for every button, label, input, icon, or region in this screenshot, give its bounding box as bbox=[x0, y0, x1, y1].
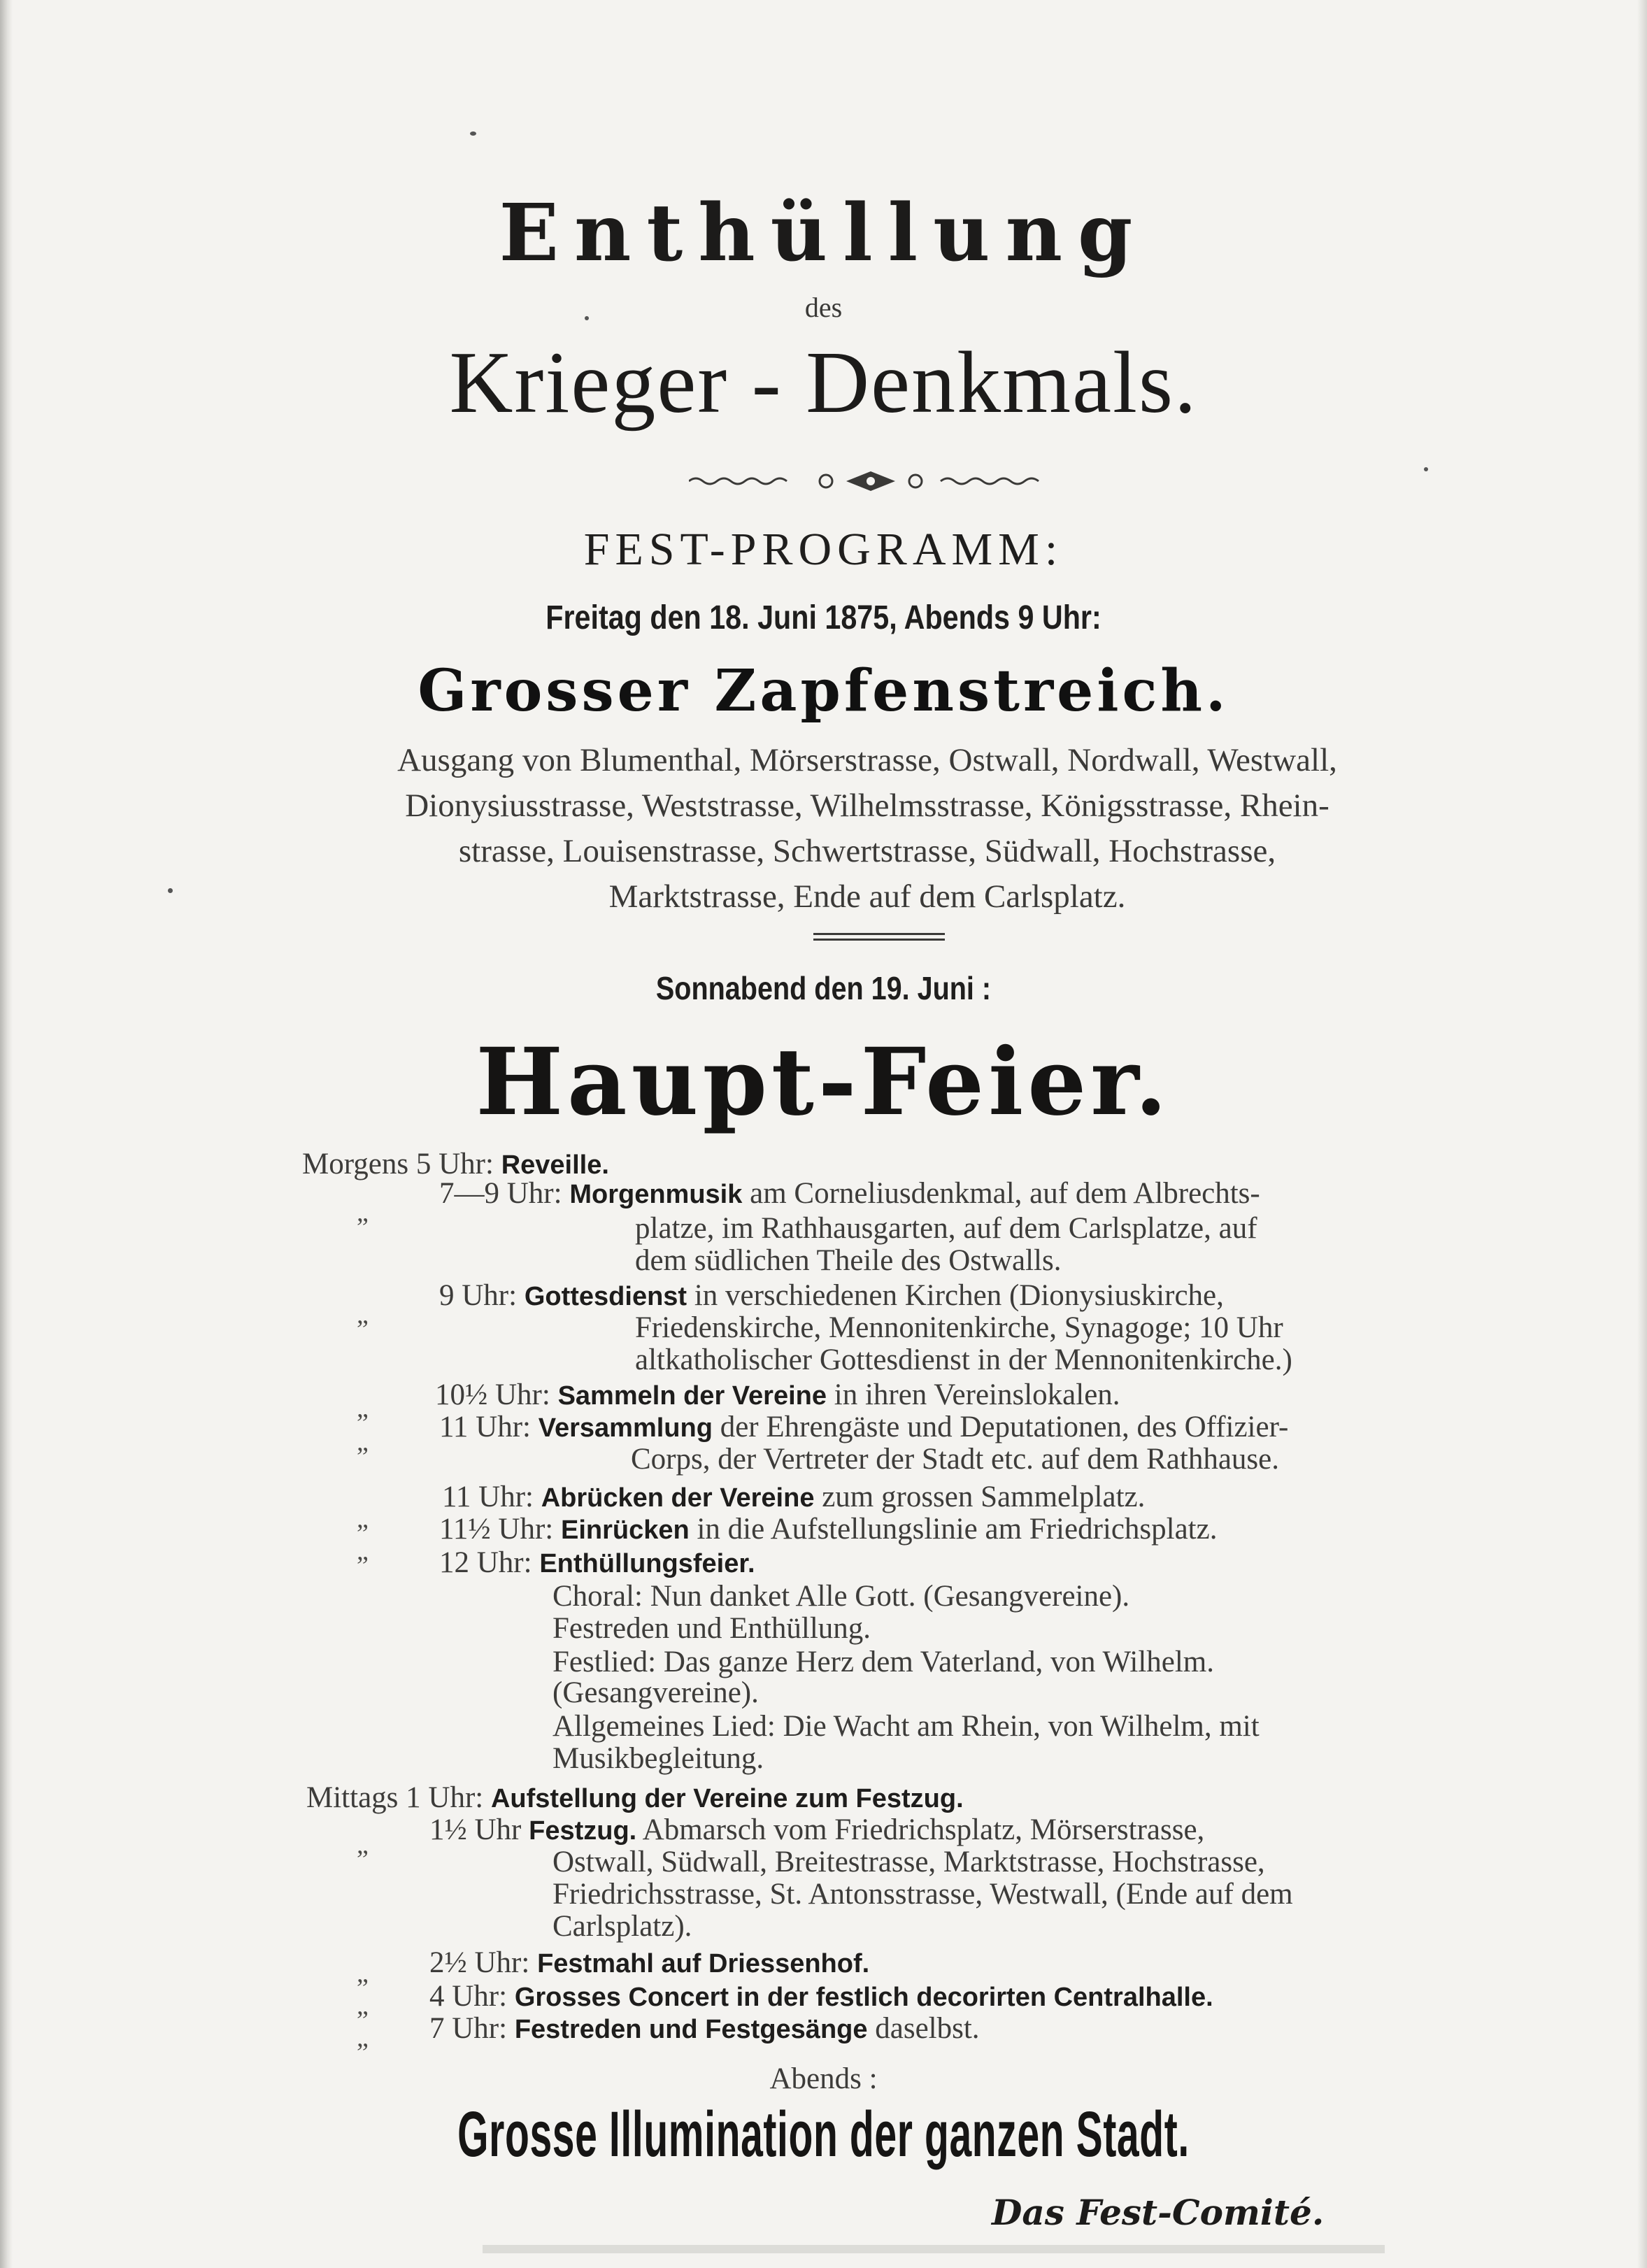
schedule-text: in ihren Vereinslokalen. bbox=[834, 1378, 1120, 1411]
schedule-continuation: altkatholischer Gottesdienst in der Mennonitenkirche.) bbox=[635, 1343, 1292, 1376]
program-item: Allgemeines Lied: Die Wacht am Rhein, von Wilhelm, mit bbox=[552, 1710, 1260, 1743]
schedule-continuation: Ostwall, Südwall, Breitestrasse, Marktstrasse, Hochstrasse, bbox=[552, 1846, 1265, 1878]
title-main: Krieger - Denkmals. bbox=[449, 334, 1198, 432]
ditto-mark: „ bbox=[357, 1427, 369, 1457]
schedule-event: Grosses Concert in der festlich decorirten Centralhalle. bbox=[514, 1983, 1213, 2012]
schedule-text: zum grossen Sammelplatz. bbox=[822, 1481, 1146, 1513]
schedule-time: 11 Uhr: bbox=[439, 1411, 531, 1443]
ditto-mark: „ bbox=[357, 1300, 369, 1329]
program-item: (Gesangvereine). bbox=[552, 1676, 759, 1709]
scan-speck bbox=[470, 131, 476, 136]
ditto-mark: „ bbox=[357, 1959, 369, 1988]
schedule-entry bbox=[442, 1480, 1145, 1515]
program-item: Choral: Nun danket Alle Gott. (Gesangvereine). bbox=[552, 1580, 1130, 1613]
schedule-event: Festmahl auf Driessenhof. bbox=[537, 1949, 870, 1978]
schedule-entry bbox=[435, 1378, 1120, 1413]
program-item: Festlied: Das ganze Herz dem Vaterland, von Wilhelm. bbox=[552, 1646, 1214, 1678]
schedule-time: 11½ Uhr: bbox=[439, 1513, 554, 1546]
schedule-entry bbox=[429, 1979, 1213, 2015]
route-line: Dionysiusstrasse, Weststrasse, Wilhelmsstrasse, Königsstrasse, Rhein- bbox=[405, 787, 1329, 824]
schedule-entry bbox=[429, 1813, 1204, 1848]
program-item: Musikbegleitung. bbox=[552, 1742, 764, 1775]
schedule-text: der Ehrengäste und Deputationen, des Offizier- bbox=[720, 1411, 1289, 1443]
schedule-entry bbox=[429, 1946, 869, 1981]
schedule-event: Festreden und Festgesänge bbox=[514, 2015, 868, 2044]
scan-smudge bbox=[483, 2245, 1385, 2253]
scan-speck bbox=[168, 888, 173, 893]
scan-speck bbox=[1424, 467, 1428, 471]
schedule-entry bbox=[439, 1278, 1224, 1314]
schedule-continuation: dem südlichen Theile des Ostwalls. bbox=[635, 1244, 1062, 1277]
schedule-entry bbox=[439, 1176, 1260, 1212]
schedule-time: 2½ Uhr: bbox=[429, 1946, 530, 1979]
schedule-continuation: Corps, der Vertreter der Stadt etc. auf dem Rathhause. bbox=[631, 1443, 1279, 1476]
schedule-entry bbox=[439, 1546, 755, 1581]
schedule-event: Aufstellung der Vereine zum Festzug. bbox=[490, 1784, 964, 1813]
schedule-entry bbox=[439, 1410, 1288, 1446]
schedule-event: Morgenmusik bbox=[569, 1180, 743, 1209]
double-rule-divider bbox=[813, 933, 945, 941]
schedule-text: in verschiedenen Kirchen (Dionysiuskirche, bbox=[694, 1279, 1224, 1312]
schedule-continuation: platze, im Rathhausgarten, auf dem Carlsplatze, auf bbox=[635, 1212, 1257, 1245]
schedule-time: 12 Uhr: bbox=[439, 1546, 532, 1579]
friday-route bbox=[294, 738, 1441, 920]
saturday-date: Sonnabend den 19. Juni : bbox=[655, 970, 992, 1006]
ditto-mark: „ bbox=[357, 1830, 369, 1860]
schedule-time: 10½ Uhr: bbox=[435, 1378, 550, 1411]
schedule-event: Einrücken bbox=[560, 1515, 690, 1545]
schedule-text: daselbst. bbox=[875, 2012, 980, 2045]
schedule-event: Versammlung bbox=[538, 1413, 713, 1443]
schedule-time: 1½ Uhr bbox=[429, 1813, 522, 1846]
schedule-event: Gottesdienst bbox=[524, 1282, 687, 1311]
schedule-time: 7 Uhr: bbox=[429, 2012, 508, 2045]
schedule-text: Abmarsch vom Friedrichsplatz, Mörserstrasse, bbox=[642, 1813, 1205, 1846]
fest-programm-heading: FEST-PROGRAMM: bbox=[583, 524, 1064, 575]
schedule-text: am Corneliusdenkmal, auf dem Albrechts- bbox=[750, 1177, 1260, 1210]
schedule-time: 7—9 Uhr: bbox=[439, 1177, 562, 1210]
ditto-mark: „ bbox=[357, 1504, 369, 1534]
scan-speck bbox=[585, 316, 589, 320]
ditto-mark: „ bbox=[357, 2023, 369, 2053]
schedule-continuation: Friedrichsstrasse, St. Antonsstrasse, Westwall, (Ende auf dem bbox=[552, 1878, 1293, 1911]
friday-date: Freitag den 18. Juni 1875, Abends 9 Uhr: bbox=[546, 599, 1101, 636]
ditto-mark: „ bbox=[357, 1198, 369, 1227]
schedule-time: 4 Uhr: bbox=[429, 1980, 508, 2013]
schedule-event: Festzug. bbox=[529, 1816, 637, 1846]
schedule-continuation: Carlsplatz). bbox=[552, 1910, 692, 1943]
signature: Das Fest-Comité. bbox=[992, 2192, 1325, 2233]
ditto-mark: „ bbox=[357, 1991, 369, 2020]
schedule-time: 5 Uhr: bbox=[415, 1148, 494, 1181]
schedule-entry bbox=[306, 1781, 964, 1816]
saturday-event-title: Haupt-Feier. bbox=[476, 1028, 1171, 1136]
schedule-event: Sammeln der Vereine bbox=[557, 1381, 827, 1411]
ditto-mark: „ bbox=[357, 1536, 369, 1566]
schedule-entry bbox=[429, 2011, 980, 2047]
schedule-prefix: Morgens bbox=[302, 1148, 409, 1181]
route-line: Ausgang von Blumenthal, Mörserstrasse, Ostwall, Nordwall, Westwall, bbox=[397, 742, 1337, 778]
ditto-mark: „ bbox=[357, 1394, 369, 1423]
schedule-entry bbox=[439, 1512, 1217, 1548]
schedule-time: 9 Uhr: bbox=[439, 1279, 518, 1312]
program-item: Festreden und Enthüllung. bbox=[552, 1612, 871, 1645]
schedule-event: Reveille. bbox=[501, 1150, 609, 1180]
schedule-event: Abrücken der Vereine bbox=[541, 1483, 815, 1513]
title-des: des bbox=[804, 292, 843, 323]
title-gothic: Enthüllung bbox=[499, 187, 1148, 279]
ornament-divider bbox=[689, 467, 1053, 495]
illumination-title: Grosse Illumination der ganzen Stadt. bbox=[457, 2099, 1190, 2170]
route-line: strasse, Louisenstrasse, Schwertstrasse, Südwall, Hochstrasse, bbox=[458, 833, 1276, 869]
friday-event-title: Grosser Zapfenstreich. bbox=[418, 657, 1229, 725]
schedule-time: 11 Uhr: bbox=[442, 1481, 534, 1513]
schedule-continuation: Friedenskirche, Mennonitenkirche, Synagoge; 10 Uhr bbox=[635, 1311, 1283, 1344]
schedule-time: 1 Uhr: bbox=[406, 1781, 484, 1814]
abends-label: Abends : bbox=[769, 2062, 878, 2095]
route-line: Marktstrasse, Ende auf dem Carlsplatz. bbox=[608, 878, 1126, 915]
schedule-event: Enthüllungsfeier. bbox=[539, 1549, 755, 1578]
schedule-prefix: Mittags bbox=[306, 1781, 399, 1814]
schedule-text: in die Aufstellungslinie am Friedrichsplatz. bbox=[697, 1513, 1218, 1546]
